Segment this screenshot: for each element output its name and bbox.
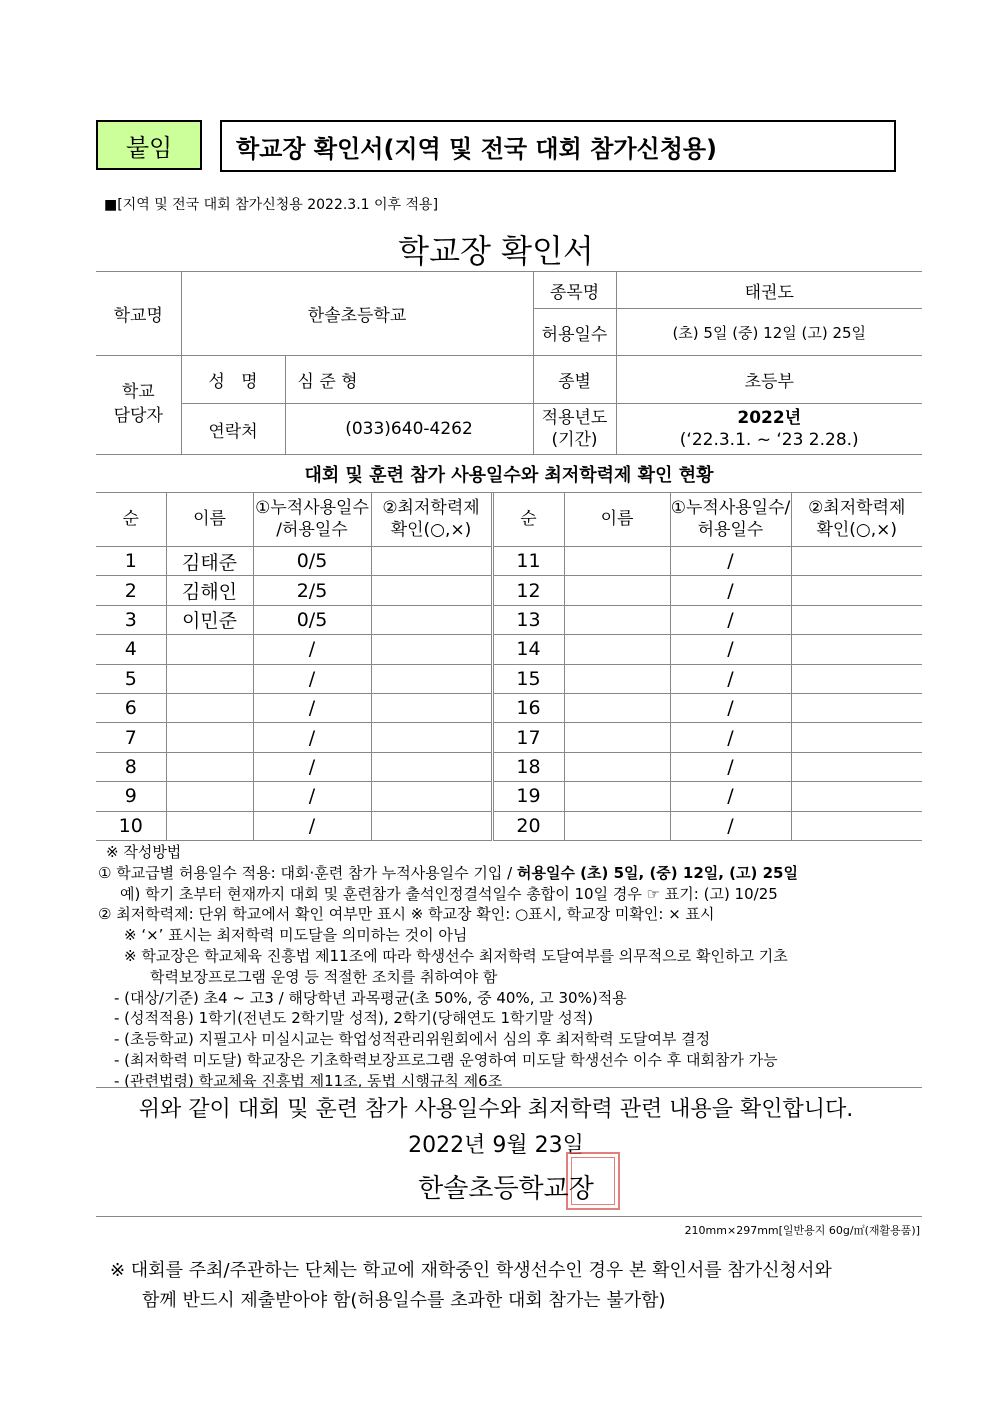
signer-name: 한솔초등학교장 bbox=[418, 1174, 594, 1204]
row-minimum bbox=[371, 547, 492, 576]
row-no: 1 bbox=[96, 547, 166, 576]
contact-value: (033)640-4262 bbox=[285, 404, 533, 455]
row-minimum-2 bbox=[791, 782, 922, 811]
row-days-2: / bbox=[670, 723, 791, 752]
row-days: 0/5 bbox=[253, 547, 371, 576]
row-days-2: / bbox=[670, 811, 791, 840]
row-name bbox=[166, 664, 253, 693]
year-cell bbox=[616, 404, 922, 455]
table-row bbox=[96, 576, 922, 605]
note-1-text: ① 학교급별 허용일수 적용: 대회·훈련 참가 누적사용일수 기입 / bbox=[98, 863, 517, 882]
row-name: 이민준 bbox=[166, 605, 253, 634]
name-label: 성 명 bbox=[181, 356, 285, 404]
row-days-2: / bbox=[670, 547, 791, 576]
row-no: 10 bbox=[96, 811, 166, 840]
table-row bbox=[96, 547, 922, 576]
detail-1: - (대상/기준) 초4 ~ 고3 / 해당학년 과목평균(초 50%, 중 40%, 고 30%)적용 bbox=[114, 988, 627, 1007]
school-label: 학교명 bbox=[96, 272, 181, 356]
row-minimum-2 bbox=[791, 547, 922, 576]
row-days-2: / bbox=[670, 782, 791, 811]
col-days-2: ①누적사용일수/ 허용일수 bbox=[670, 493, 791, 547]
row-days: / bbox=[253, 811, 371, 840]
row-name: 김해인 bbox=[166, 576, 253, 605]
row-minimum bbox=[371, 811, 492, 840]
year-period: (‘22.3.1. ~ ‘23 2.28.) bbox=[679, 430, 859, 450]
row-days: / bbox=[253, 635, 371, 664]
division-value: 초등부 bbox=[616, 356, 922, 404]
row-no-2: 16 bbox=[492, 693, 564, 722]
row-no-2: 18 bbox=[492, 752, 564, 781]
row-name-2 bbox=[564, 693, 670, 722]
school-value: 한솔초등학교 bbox=[181, 272, 533, 356]
row-name-2 bbox=[564, 547, 670, 576]
row-days-2: / bbox=[670, 605, 791, 634]
athlete-table bbox=[96, 492, 922, 841]
row-days-2: / bbox=[670, 576, 791, 605]
row-name: 김태준 bbox=[166, 547, 253, 576]
row-minimum bbox=[371, 723, 492, 752]
row-no: 4 bbox=[96, 635, 166, 664]
row-no-2: 14 bbox=[492, 635, 564, 664]
row-no: 2 bbox=[96, 576, 166, 605]
table-row bbox=[96, 664, 922, 693]
attachment-tag: 붙임 bbox=[96, 120, 202, 170]
row-name bbox=[166, 723, 253, 752]
detail-3: - (초등학교) 지필고사 미실시교는 학업성적관리위원회에서 심의 후 최저학력 도달여부 결정 bbox=[114, 1030, 711, 1049]
row-minimum bbox=[371, 664, 492, 693]
note-1-example: 예) 학기 초부터 현재까지 대회 및 훈련참가 출석인정결석일수 총합이 10일 경우 ☞ 표기: (고) 10/25 bbox=[120, 884, 778, 903]
row-no-2: 19 bbox=[492, 782, 564, 811]
col-minimum: ②최저학력제 확인(○,×) bbox=[371, 493, 492, 547]
row-no: 3 bbox=[96, 605, 166, 634]
row-minimum bbox=[371, 635, 492, 664]
row-name-2 bbox=[564, 782, 670, 811]
detail-5: - (관련법령) 학교체육 진흥법 제11조, 동법 시행규칙 제6조 bbox=[114, 1071, 503, 1090]
event-value: 태권도 bbox=[616, 272, 922, 309]
row-name-2 bbox=[564, 664, 670, 693]
row-minimum bbox=[371, 605, 492, 634]
row-name bbox=[166, 635, 253, 664]
event-label: 종목명 bbox=[533, 272, 616, 309]
detail-2: - (성적적용) 1학기(전년도 2학기말 성적), 2학기(당해연도 1학기말 성적) bbox=[114, 1009, 594, 1028]
row-no-2: 11 bbox=[492, 547, 564, 576]
row-minimum bbox=[371, 782, 492, 811]
table-row bbox=[96, 693, 922, 722]
row-days: / bbox=[253, 782, 371, 811]
row-no-2: 12 bbox=[492, 576, 564, 605]
row-no-2: 13 bbox=[492, 605, 564, 634]
row-days-2: / bbox=[670, 752, 791, 781]
note-2a: ※ ‘×’ 표시는 최저학력 미도달을 의미하는 것이 아님 bbox=[124, 926, 468, 945]
contact-label: 연락처 bbox=[181, 404, 285, 455]
year-label: 적용년도 (기간) bbox=[533, 404, 616, 455]
row-minimum bbox=[371, 576, 492, 605]
division-label: 종별 bbox=[533, 356, 616, 404]
row-no: 9 bbox=[96, 782, 166, 811]
row-no: 6 bbox=[96, 693, 166, 722]
detail-4: - (최저학력 미도달) 학교장은 기초학력보장프로그램 운영하여 미도달 학생선수 이수 후 대회참가 가능 bbox=[114, 1050, 778, 1069]
col-days: ①누적사용일수 /허용일수 bbox=[253, 493, 371, 547]
table-row bbox=[96, 605, 922, 634]
note-2b: ※ 학교장은 학교체육 진흥법 제11조에 따라 학생선수 최저학력 도달여부를 의무적으로 확인하고 기초 bbox=[124, 946, 788, 965]
row-name bbox=[166, 752, 253, 781]
row-name bbox=[166, 693, 253, 722]
header-title: 학교장 확인서(지역 및 전국 대회 참가신청용) bbox=[220, 120, 896, 172]
table-row bbox=[96, 635, 922, 664]
row-no-2: 20 bbox=[492, 811, 564, 840]
col-name: 이름 bbox=[166, 493, 253, 547]
row-minimum-2 bbox=[791, 576, 922, 605]
row-days-2: / bbox=[670, 664, 791, 693]
col-no-2: 순 bbox=[492, 493, 564, 547]
row-minimum bbox=[371, 752, 492, 781]
row-name-2 bbox=[564, 635, 670, 664]
note-1-bold: 허용일수 (초) 5일, (중) 12일, (고) 25일 bbox=[517, 863, 798, 882]
row-minimum-2 bbox=[791, 752, 922, 781]
name-value: 심 준 형 bbox=[285, 356, 533, 404]
form-subtitle: ■[지역 및 전국 대회 참가신청용 2022.3.1 이후 적용] bbox=[104, 197, 439, 213]
row-days: / bbox=[253, 723, 371, 752]
writing-instructions bbox=[98, 842, 928, 1092]
row-name-2 bbox=[564, 752, 670, 781]
divider-bottom bbox=[96, 1216, 922, 1217]
divider-top bbox=[96, 1087, 922, 1088]
row-minimum-2 bbox=[791, 664, 922, 693]
row-name-2 bbox=[564, 576, 670, 605]
row-days: 2/5 bbox=[253, 576, 371, 605]
note-2: ② 최저학력제: 단위 학교에서 확인 여부만 표시 ※ 학교장 확인: ○표시, 학교장 미확인: × 표시 bbox=[98, 905, 715, 924]
year-value: 2022년 bbox=[737, 407, 802, 428]
row-days: / bbox=[253, 693, 371, 722]
note-1 bbox=[98, 863, 928, 884]
col-name-2: 이름 bbox=[564, 493, 670, 547]
allowed-days-value: (초) 5일 (중) 12일 (고) 25일 bbox=[616, 309, 922, 356]
section-title: 대회 및 훈련 참가 사용일수와 최저학력제 확인 현황 bbox=[96, 455, 922, 493]
row-no: 5 bbox=[96, 664, 166, 693]
row-no-2: 17 bbox=[492, 723, 564, 752]
info-table bbox=[96, 271, 922, 455]
row-name-2 bbox=[564, 811, 670, 840]
footnote-line-1: ※ 대회를 주최/주관하는 단체는 학교에 재학중인 학생선수인 경우 본 확인서를 참가신청서와 bbox=[110, 1260, 832, 1281]
row-days-2: / bbox=[670, 635, 791, 664]
row-name-2 bbox=[564, 723, 670, 752]
table-row bbox=[96, 752, 922, 781]
row-minimum-2 bbox=[791, 635, 922, 664]
footnote-line-2: 함께 반드시 제출받아야 함(허용일수를 초과한 대회 참가는 불가함) bbox=[142, 1290, 666, 1311]
footnote bbox=[110, 1256, 832, 1316]
row-name-2 bbox=[564, 605, 670, 634]
notes-heading: ※ 작성방법 bbox=[106, 843, 182, 861]
row-minimum-2 bbox=[791, 693, 922, 722]
table-row bbox=[96, 723, 922, 752]
col-no: 순 bbox=[96, 493, 166, 547]
allowed-days-label: 허용일수 bbox=[533, 309, 616, 356]
row-name bbox=[166, 782, 253, 811]
row-days: / bbox=[253, 664, 371, 693]
row-minimum bbox=[371, 693, 492, 722]
row-days: 0/5 bbox=[253, 605, 371, 634]
row-no-2: 15 bbox=[492, 664, 564, 693]
issue-date: 2022년 9월 23일 bbox=[408, 1133, 584, 1158]
table-row bbox=[96, 811, 922, 840]
table-header-row bbox=[96, 493, 922, 547]
paper-spec: 210mm×297mm[일반용지 60g/㎡(재활용품)] bbox=[684, 1224, 920, 1237]
col-minimum-2: ②최저학력제 확인(○,×) bbox=[791, 493, 922, 547]
document-title: 학교장 확인서 bbox=[398, 232, 594, 270]
row-days: / bbox=[253, 752, 371, 781]
note-2b-cont: 학력보장프로그램 운영 등 적절한 조치를 취하여야 함 bbox=[150, 967, 498, 986]
row-minimum-2 bbox=[791, 811, 922, 840]
row-minimum-2 bbox=[791, 723, 922, 752]
confirm-statement: 위와 같이 대회 및 훈련 참가 사용일수와 최저학력 관련 내용을 확인합니다. bbox=[138, 1097, 854, 1122]
row-no: 7 bbox=[96, 723, 166, 752]
table-row bbox=[96, 782, 922, 811]
manager-label: 학교 담당자 bbox=[96, 356, 181, 455]
row-days-2: / bbox=[670, 693, 791, 722]
row-no: 8 bbox=[96, 752, 166, 781]
row-minimum-2 bbox=[791, 605, 922, 634]
row-name bbox=[166, 811, 253, 840]
